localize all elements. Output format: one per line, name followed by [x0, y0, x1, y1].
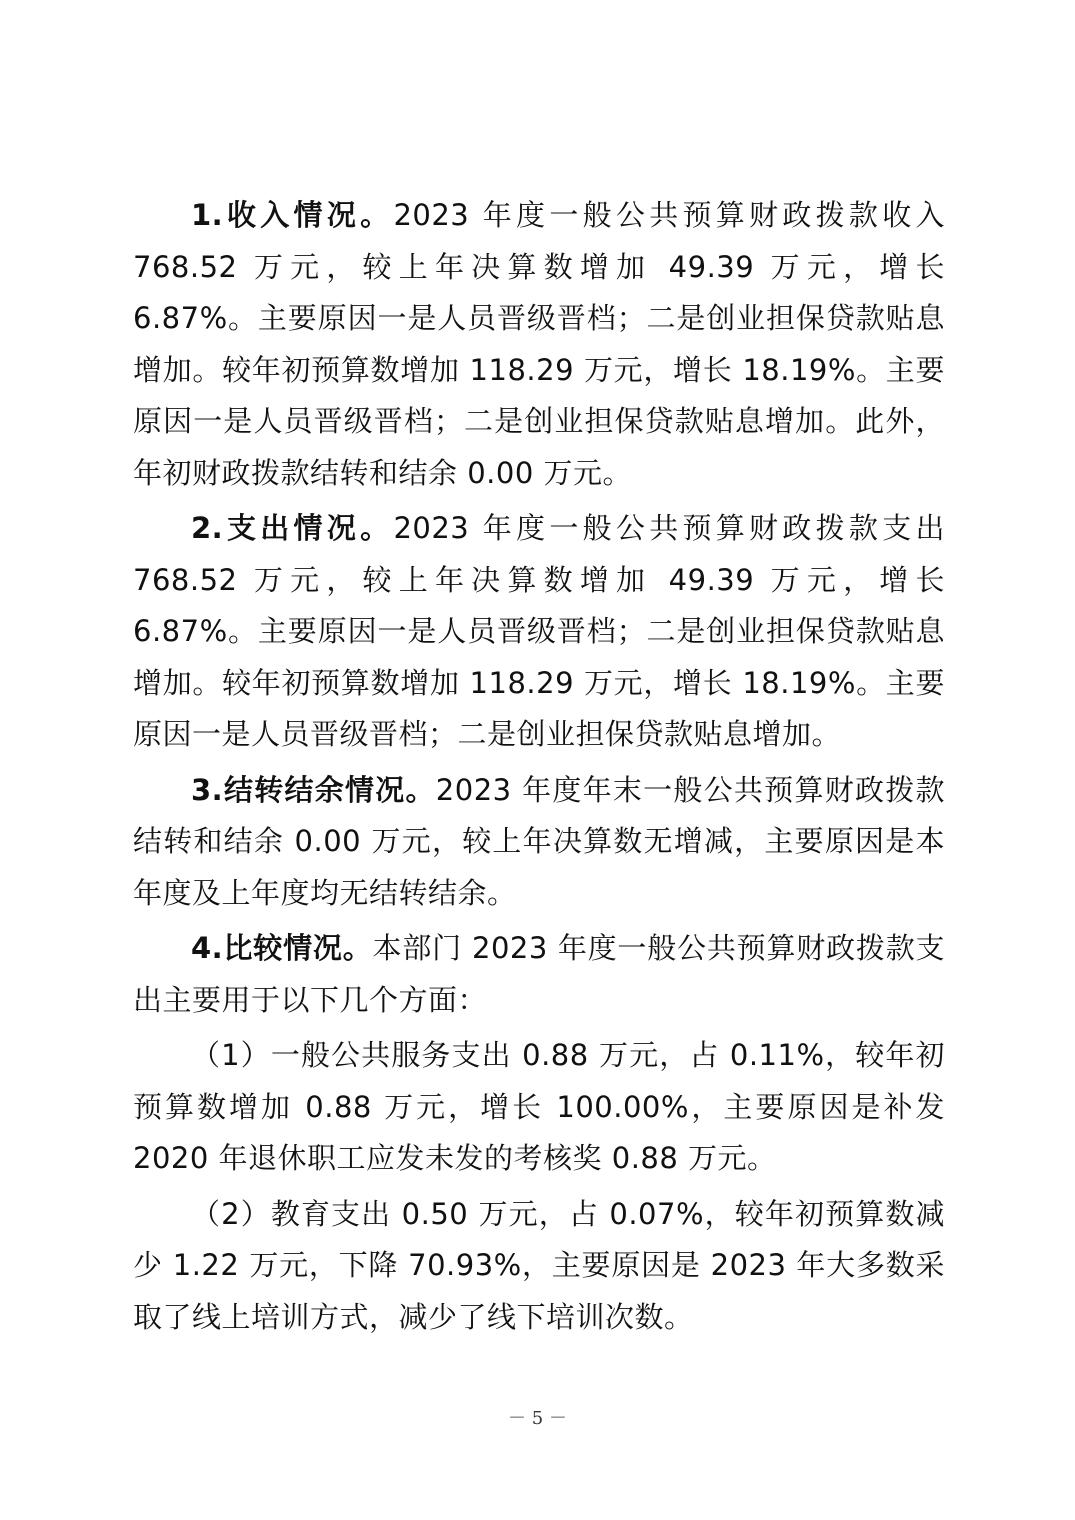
document-body: [133, 190, 945, 1347]
paragraph-text: 2023 年度一般公共预算财政拨款收入 768.52 万元，较上年决算数增加 49.39 万元，增长 6.87%。主要原因一是人员晋级晋档；二是创业担保贷款贴息增加。较年初预算数增加 118.29 万元，增长 18.19%。主要原因一是人员晋级晋档；二是创业担保贷款贴息增加。此外，年初财政拨款结转和结余 0.00 万元。: [133, 198, 945, 490]
paragraph-heading: 3.结转结余情况。: [191, 772, 436, 807]
page-number: － 5 －: [508, 1408, 567, 1429]
paragraph-text: （2）教育支出 0.50 万元，占 0.07%，较年初预算数减少 1.22 万元，下降 70.93%，主要原因是 2023 年大多数采取了线上培训方式，减少了线下培训次数。: [133, 1196, 945, 1334]
paragraph-income: [133, 190, 945, 499]
paragraph-text: 本部门 2023 年度一般公共预算财政拨款支出主要用于以下几个方面：: [133, 931, 945, 1017]
paragraph-item-2: [133, 1189, 945, 1344]
paragraph-comparison: [133, 923, 945, 1026]
paragraph-text: （1）一般公共服务支出 0.88 万元，占 0.11%，较年初预算数增加 0.88 万元，增长 100.00%，主要原因是补发 2020 年退休职工应发未发的考核奖 0.88 万元。: [133, 1038, 945, 1175]
paragraph-item-1: [133, 1030, 945, 1185]
paragraph-heading: 1.收入情况。: [191, 198, 394, 232]
paragraph-heading: 4.比较情况。: [191, 931, 373, 965]
paragraph-carryover: [133, 765, 945, 920]
paragraph-expenditure: [133, 503, 945, 761]
paragraph-text: 2023 年度年末一般公共预算财政拨款结转和结余 0.00 万元，较上年决算数无增减，主要原因是本年度及上年度均无结转结余。: [133, 772, 945, 910]
paragraph-heading: 2.支出情况。: [191, 511, 394, 545]
paragraph-text: 2023 年度一般公共预算财政拨款支出 768.52 万元，较上年决算数增加 49.39 万元，增长 6.87%。主要原因一是人员晋级晋档；二是创业担保贷款贴息增加。较年初预算数增加 118.29 万元，增长 18.19%。主要原因一是人员晋级晋档；二是创业担保贷款贴息增加。: [133, 511, 945, 751]
